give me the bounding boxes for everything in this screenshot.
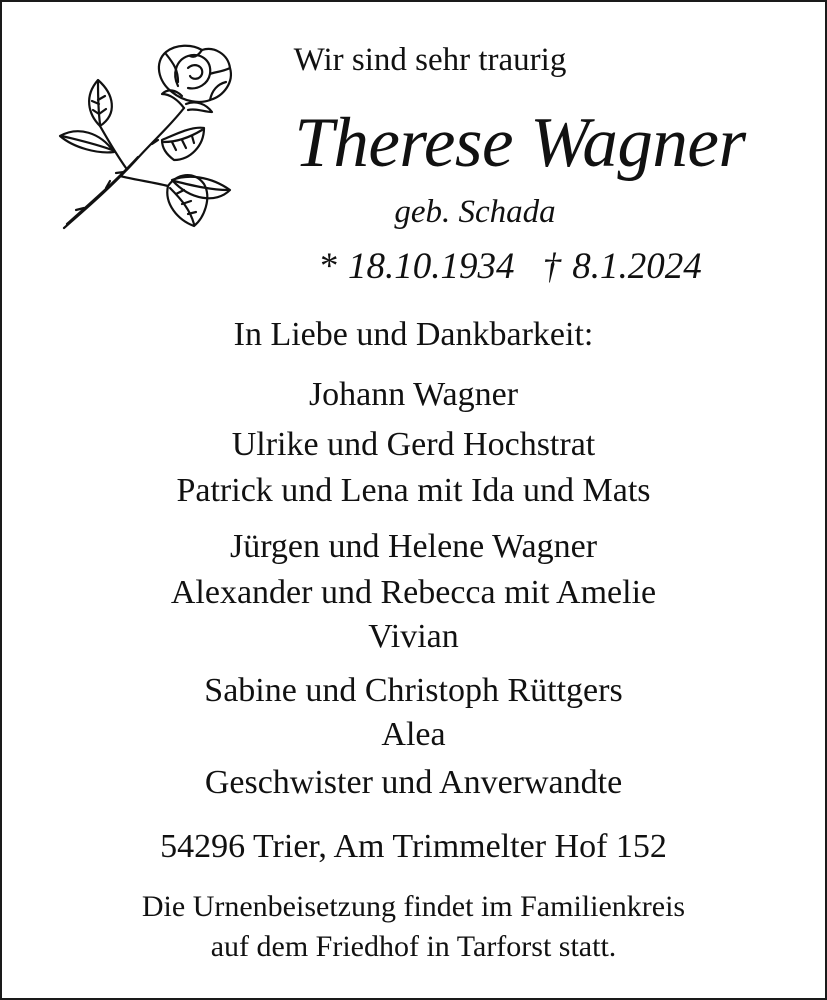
deceased-name: Therese Wagner [294,104,746,182]
mourner-line: Alexander und Rebecca mit Amelie [170,574,657,611]
mourner-line: Patrick und Lena mit Ida und Mats [176,472,651,509]
death-date: † 8.1.2024 [542,246,702,287]
burial-notice-line: Die Urnenbeisetzung findet im Familienkreis [141,890,686,923]
mourner-line: Vivian [368,618,459,655]
birth-date: * 18.10.1934 [318,246,515,287]
mourner-line: Ulrike und Gerd Hochstrat [231,426,596,463]
burial-notice-line: auf dem Friedhof in Tarforst statt. [210,930,617,963]
intro-text: Wir sind sehr traurig [293,42,567,78]
mourner-line: Jürgen und Helene Wagner [229,528,598,565]
dedication-text: In Liebe und Dankbarkeit: [233,316,594,353]
mourner-line: Geschwister und Anverwandte [204,764,623,801]
mourner-line: Johann Wagner [308,376,519,413]
mourner-line: Alea [381,716,446,753]
life-dates [250,248,770,285]
maiden-name: geb. Schada [394,194,556,230]
mourner-line: Sabine und Christoph Rüttgers [204,672,623,709]
address-text: 54296 Trier, Am Trimmelter Hof 152 [160,828,667,865]
